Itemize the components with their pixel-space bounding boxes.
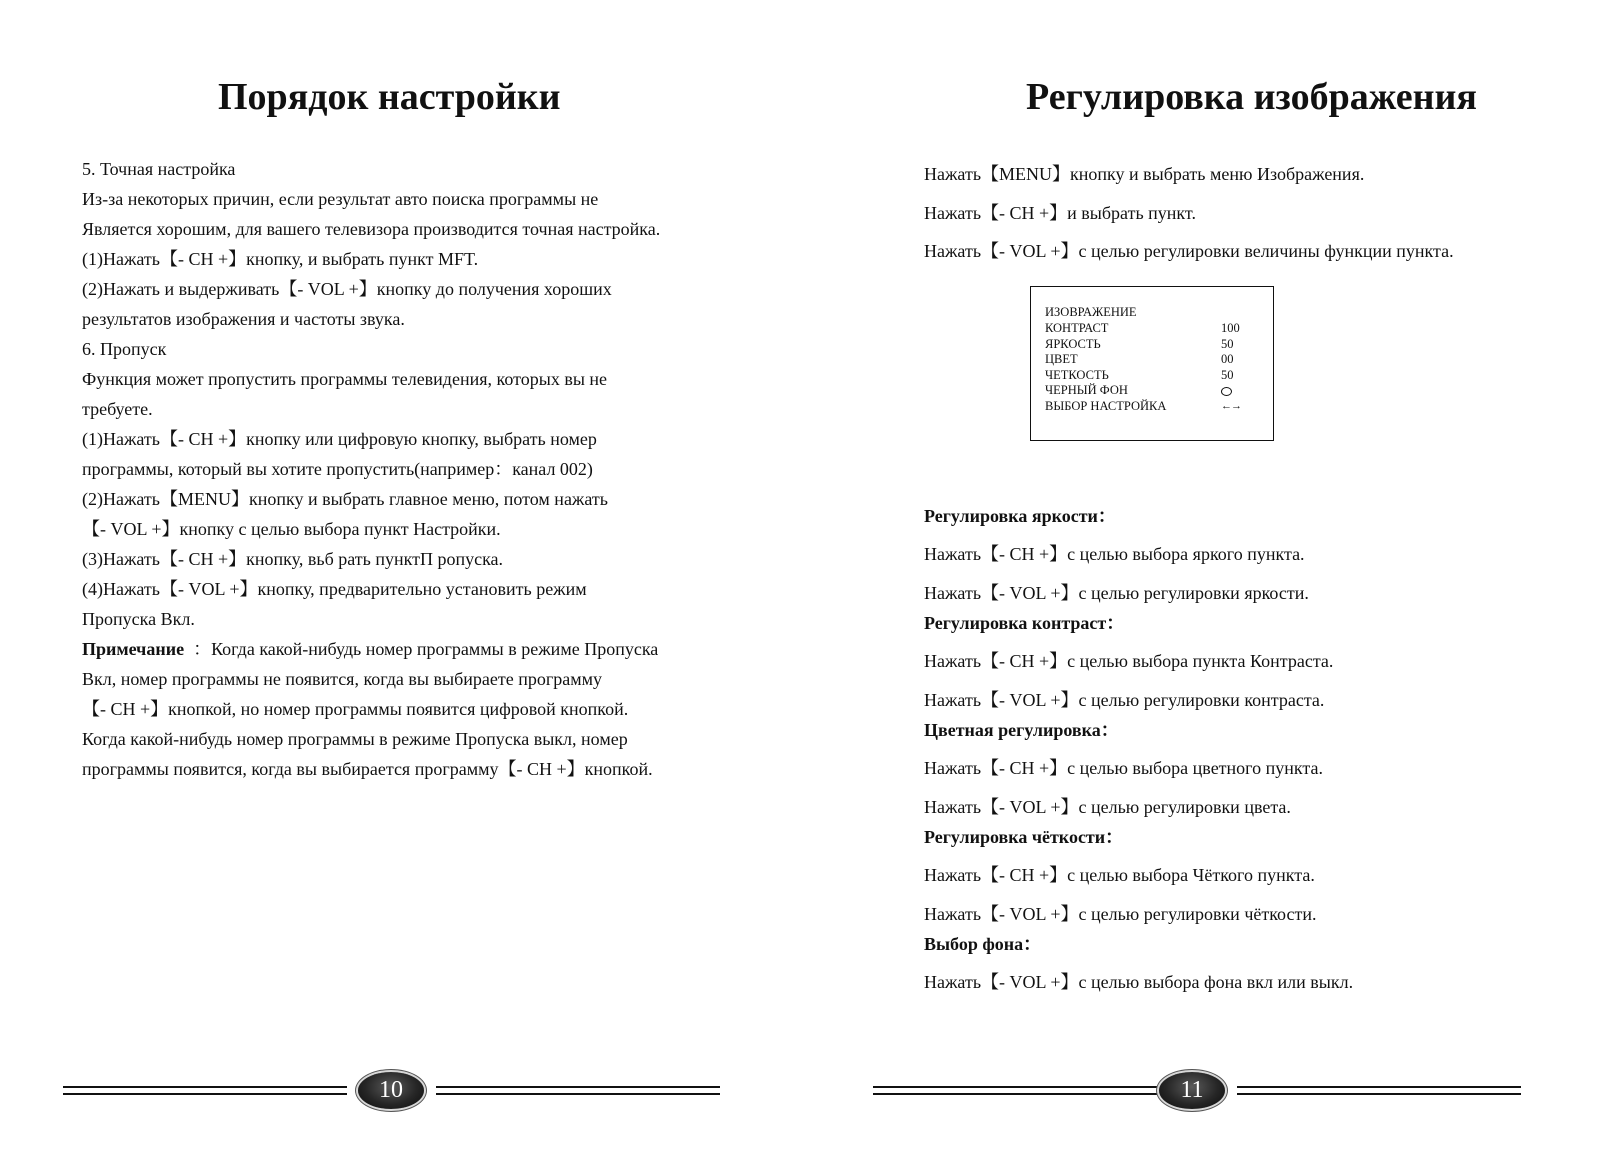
- section-heading-skip: 6. Пропуск: [82, 339, 167, 359]
- osd-row-label: ЦВЕТ: [1045, 352, 1078, 366]
- footer-rule-left: [873, 1086, 1157, 1095]
- section-heading: Выбор фона：: [924, 933, 1042, 954]
- instruction-line: Нажать【- VOL +】с целью регулировки цвета.: [924, 796, 1291, 817]
- intro-line: Нажать【- VOL +】с целью регулировки величины функции пункта.: [924, 241, 1454, 261]
- text-line: результатов изображения и частоты звука.: [82, 309, 405, 329]
- text-line: (1)Нажать【- CH +】кнопку или цифровую кнопку, выбрать номер: [82, 429, 597, 449]
- instruction-line: Нажать【- CH +】с целью выбора яркого пункта.: [924, 544, 1305, 564]
- instruction-line: Нажать【- VOL +】с целью выбора фона вкл или выкл.: [924, 972, 1354, 992]
- page-title: Регулировка изображения: [1026, 76, 1477, 118]
- text-line: 【- VOL +】кнопку с целью выбора пункт Настройки.: [82, 519, 501, 539]
- section-heading: Регулировка яркости：: [924, 505, 1116, 526]
- note-line: [82, 634, 660, 664]
- text-line: (1)Нажать【- CH +】кнопку, и выбрать пункт MFT.: [82, 249, 479, 269]
- left-right-arrows-icon: ←→: [1221, 399, 1241, 412]
- text-line: (2)Нажать и выдерживать【- VOL +】кнопку до получения хороших: [82, 279, 612, 299]
- text-line: (3)Нажать【- CH +】кнопку, вьб рать пунктП ропуска.: [82, 549, 504, 569]
- page-footer: [800, 1072, 1600, 1112]
- text-line: программы, который вы хотите пропустить(например：канал 002): [82, 459, 593, 479]
- text-line: Из-за некоторых причин, если результат авто поиска программы не: [82, 189, 599, 209]
- note-line: 【- CH +】кнопкой, но номер программы появится цифровой кнопкой.: [82, 699, 629, 719]
- osd-row-black-background: [1045, 383, 1255, 399]
- footer-rule-left: [63, 1086, 347, 1095]
- osd-row-color: [1045, 352, 1255, 368]
- text-line: Функция может пропустить программы телевидения, которых вы не: [82, 369, 608, 389]
- instruction-line: Нажать【- CH +】с целью выбора Чёткого пункта.: [924, 865, 1315, 885]
- text-line: Является хорошим, для вашего телевизора производится точная настройка.: [82, 219, 661, 239]
- right-page: [800, 0, 1600, 1167]
- osd-row-label: ЧЕТКОСТЬ: [1045, 367, 1109, 382]
- text-line: (4)Нажать【- VOL +】кнопку, предварительно установить режим: [82, 579, 587, 599]
- note-line: Когда какой-нибудь номер программы в режиме Пропуска выкл, номер: [82, 729, 628, 749]
- text-line: (2)Нажать【MENU】кнопку и выбрать главное меню, потом нажать: [82, 489, 608, 509]
- page-title: Порядок настройки: [218, 76, 561, 118]
- osd-row-value: 00: [1221, 352, 1234, 366]
- page-number-badge: 11: [1159, 1072, 1225, 1109]
- osd-row-label: ВЫБОР НАСТРОЙКА: [1045, 398, 1167, 413]
- note-line: Вкл, номер программы не появится, когда вы выбираете программу: [82, 669, 603, 689]
- toggle-circle-icon: [1221, 387, 1232, 396]
- osd-menu-rows: [1045, 321, 1255, 414]
- note-label: Примечание: [82, 639, 185, 659]
- instruction-line: Нажать【- VOL +】с целью регулировки контраста.: [924, 689, 1325, 710]
- right-page-body: [924, 155, 1454, 1002]
- osd-picture-menu: [1030, 286, 1274, 441]
- section-heading: Регулировка контраст：: [924, 612, 1125, 633]
- instruction-line: Нажать【- VOL +】с целью регулировки чёткости.: [924, 903, 1317, 924]
- text-line: требуете.: [82, 399, 153, 419]
- page-footer: [0, 1072, 800, 1112]
- page-number-badge: 10: [358, 1072, 424, 1109]
- note-text: ：Когда какой-нибудь номер программы в режиме Пропуска: [193, 639, 659, 659]
- instruction-line: Нажать【- VOL +】с целью регулировки яркости.: [924, 582, 1309, 603]
- osd-menu-title: ИЗОВРАЖЕНИЕ: [1045, 305, 1137, 319]
- left-page-body: [82, 154, 660, 784]
- osd-row-label: ЧЕРНЫЙ ФОН: [1045, 383, 1128, 397]
- instruction-line: Нажать【- CH +】с целью выбора пункта Контраста.: [924, 651, 1334, 671]
- osd-row-label: КОНТРАСТ: [1045, 321, 1109, 335]
- section-heading: Регулировка чёткости：: [924, 826, 1124, 847]
- osd-row-value: 50: [1221, 336, 1234, 351]
- osd-row-value: 100: [1221, 321, 1240, 335]
- instruction-line: Нажать【- CH +】с целью выбора цветного пункта.: [924, 758, 1323, 778]
- footer-rule-right: [436, 1086, 720, 1095]
- text-line: Пропуска Вкл.: [82, 609, 195, 629]
- section-heading-fine-tuning: 5. Точная настройка: [82, 159, 236, 179]
- osd-row-contrast: [1045, 321, 1255, 337]
- osd-row-sharpness: [1045, 368, 1255, 384]
- note-line: программы появится, когда вы выбирается программу【- CH +】кнопкой.: [82, 759, 653, 779]
- osd-row-brightness: [1045, 337, 1255, 353]
- osd-row-value: 50: [1221, 367, 1234, 382]
- footer-rule-right: [1237, 1086, 1521, 1095]
- intro-line: Нажать【MENU】кнопку и выбрать меню Изображения.: [924, 164, 1365, 184]
- osd-row-select-setting: [1045, 399, 1255, 415]
- intro-line: Нажать【- CH +】и выбрать пункт.: [924, 202, 1196, 223]
- section-heading: Цветная регулировка：: [924, 719, 1119, 740]
- osd-row-label: ЯРКОСТЬ: [1045, 336, 1101, 351]
